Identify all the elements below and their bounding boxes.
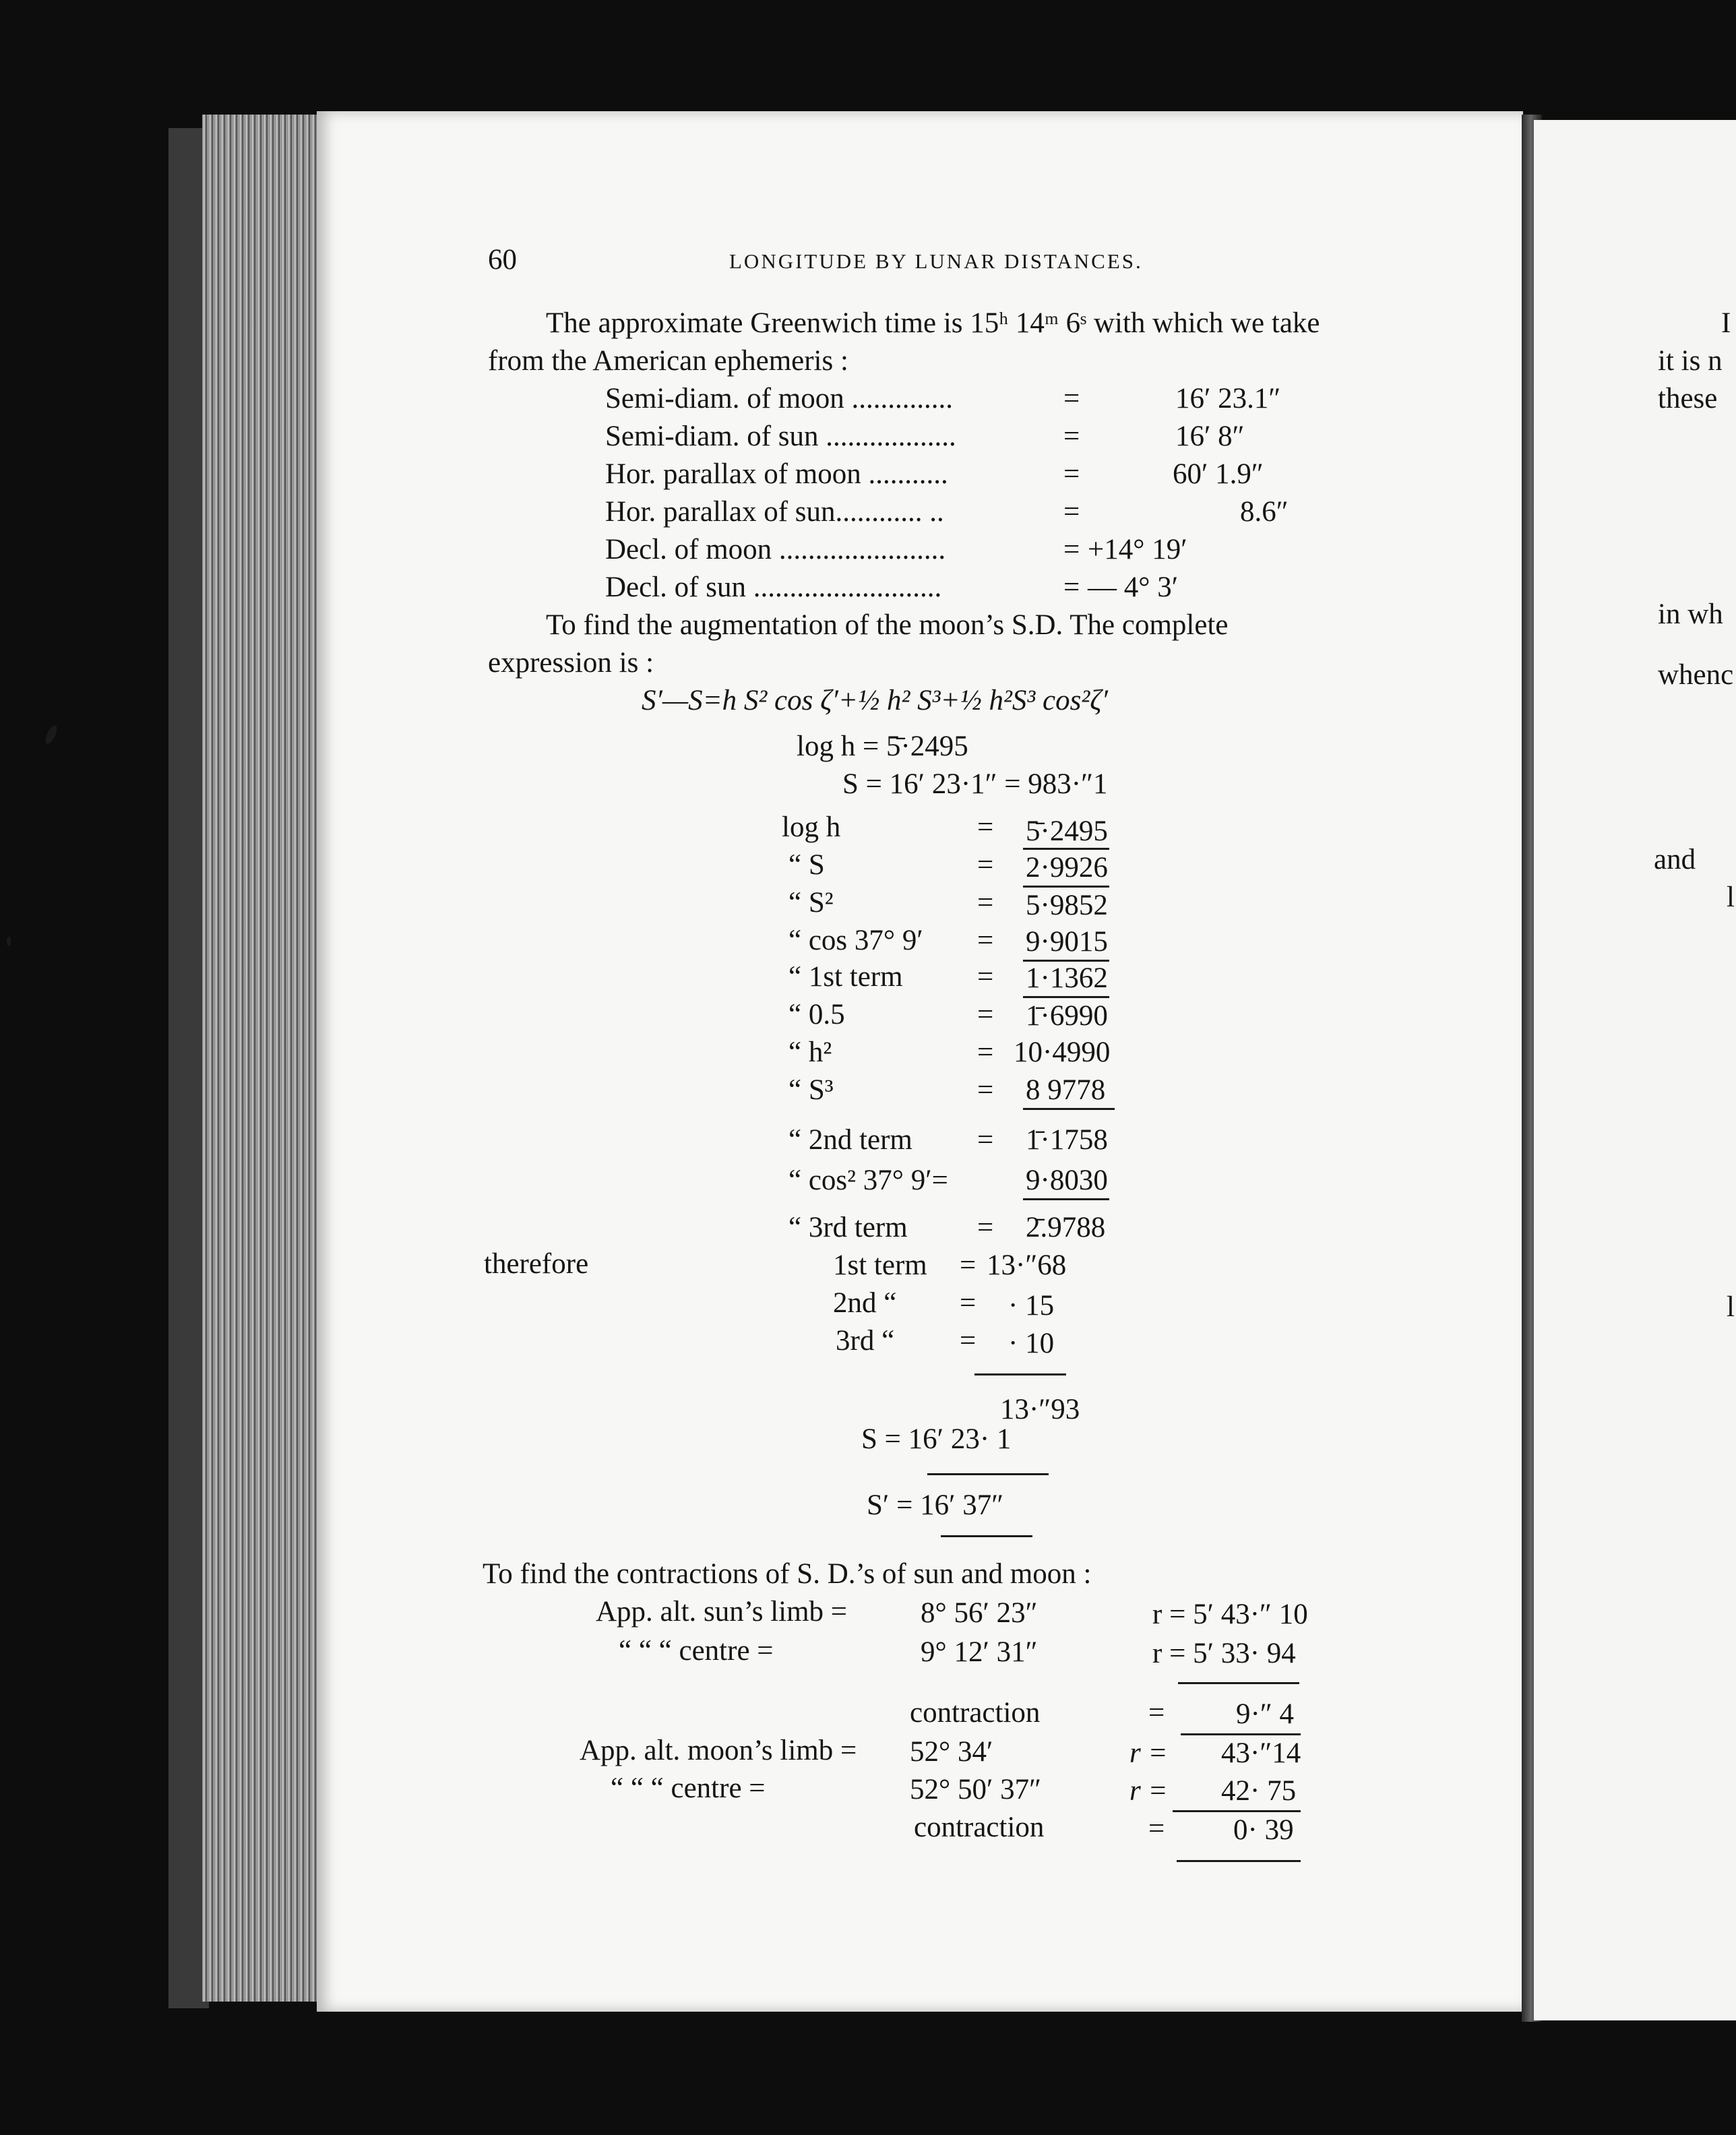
sun-limb-label: App. alt. sun’s limb = [596,1596,848,1628]
log-table-label: “ S [788,849,825,881]
ephemeris-label: Decl. of moon ....................... [605,534,946,565]
log-table-value: 10·4990 [1014,1036,1111,1068]
log-table-label: “ S² [788,887,834,919]
intro-line-1: The approximate Greenwich time is 15ʰ 14ᵐ 6ˢ with which we take [546,307,1320,339]
right-page-fragment: I [1721,307,1731,339]
ephemeris-eq: = [1063,383,1080,414]
log-table-eq: = [977,999,994,1030]
ephemeris-value: 16′ 8″ [1175,421,1245,452]
moon-contraction-label: contraction [914,1812,1045,1843]
moon-centre-label: “ “ “ centre = [611,1772,766,1804]
therefore-label: 1st term [833,1249,927,1281]
log-h-line: log h = 5̄·2495 [797,731,968,762]
ephemeris-eq: = [1063,534,1080,565]
sun-contraction-value: 9·″ 4 [1236,1698,1294,1730]
log-table-label: “ cos² 37° 9′= [788,1165,948,1196]
ephemeris-eq: = [1063,571,1080,603]
ephemeris-eq: = [1063,496,1080,528]
right-page-fragment: and [1654,844,1696,875]
moon-limb-label: App. alt. moon’s limb = [580,1735,857,1766]
log-table-value: 1·1362 [1026,962,1108,994]
log-table-eq: = [977,1124,994,1156]
contraction-rule [1181,1733,1301,1735]
underline [1023,1198,1109,1200]
contractions-heading: To find the contractions of S. D.’s of sun and moon : [483,1558,1092,1590]
page-number: 60 [488,244,517,276]
therefore-label: 2nd “ [833,1287,897,1319]
moon-limb-r: r = [1129,1737,1168,1769]
right-page-fragment: l [1727,1291,1735,1323]
moon-contraction-value: 0· 39 [1233,1814,1294,1846]
log-table-value: 9·8030 [1026,1165,1108,1196]
contraction-rule [1173,1810,1301,1812]
log-table-label: “ S³ [788,1074,834,1106]
dust-speck [43,724,59,745]
log-table-eq: = [977,1212,994,1243]
running-head: LONGITUDE BY LUNAR DISTANCES. [729,249,1143,273]
therefore-value: · 15 [1008,1290,1055,1322]
therefore-eq: = [960,1287,976,1319]
page-stack-edges [202,115,317,2002]
therefore-sum: 13·″93 [1000,1394,1080,1425]
sun-centre-r: r = 5′ 33· 94 [1152,1638,1296,1669]
sun-contraction-label: contraction [910,1697,1041,1729]
augmentation-line-2: expression is : [488,647,654,679]
therefore-eq: = [960,1325,976,1357]
sum-rule [941,1535,1032,1537]
moon-contraction-eq: = [1148,1813,1165,1845]
sun-centre-value: 9° 12′ 31″ [921,1636,1038,1668]
sum-rule [927,1473,1049,1475]
log-table-value: 8 9778 [1026,1074,1106,1106]
log-table-label: “ h² [788,1036,832,1068]
sun-contraction-eq: = [1148,1697,1165,1729]
ephemeris-value: 16′ 23.1″ [1175,383,1281,414]
therefore-eq: = [960,1249,976,1281]
ephemeris-label: Hor. parallax of sun............ .. [605,496,944,528]
ephemeris-value: +14° 19′ [1088,534,1187,565]
log-table-value: 2̄.9788 [1026,1212,1106,1243]
log-table-label: log h [782,811,841,843]
log-table-value: 1̄·1758 [1026,1124,1108,1156]
right-page-fragment: it is n [1658,345,1723,377]
ephemeris-eq: = [1063,421,1080,452]
sun-limb-value: 8° 56′ 23″ [921,1597,1038,1629]
moon-centre-r: r = [1129,1775,1168,1807]
log-table-eq: = [977,887,994,919]
log-table-eq: = [977,925,994,956]
ephemeris-eq: = [1063,458,1080,490]
ephemeris-label: Hor. parallax of moon ........... [605,458,948,490]
underline [1023,848,1109,850]
log-table-label: “ 2nd term [788,1124,912,1156]
augmentation-line-1: To find the augmentation of the moon’s S.D. The complete [546,609,1229,641]
moon-centre-r-value: 42· 75 [1221,1775,1297,1807]
contraction-rule [1178,1682,1299,1684]
log-table-value: 9·9015 [1026,926,1108,958]
therefore-value: · 10 [1008,1328,1055,1359]
s-value-line: S = 16′ 23·1″ = 983·″1 [842,768,1108,800]
ephemeris-value: 60′ 1.9″ [1173,458,1264,490]
augmentation-formula: S′—S=h S² cos ζ′+½ h² S³+½ h²S³ cos²ζ′ [642,685,1109,716]
therefore-word: therefore [484,1248,589,1280]
ephemeris-value: 8.6″ [1240,496,1289,528]
ephemeris-label: Semi-diam. of sun .................. [605,421,956,452]
right-page-fragment: these [1658,383,1718,414]
log-table-eq: = [977,961,994,993]
underline [1023,886,1109,888]
underline [1023,960,1109,962]
ephemeris-label: Decl. of sun .......................... [605,571,942,603]
underline [1023,1108,1115,1110]
moon-limb-r-value: 43·″14 [1221,1737,1301,1769]
dust-speck [7,937,11,946]
moon-limb-value: 52° 34′ [910,1736,993,1768]
sun-centre-label: “ “ “ centre = [619,1635,774,1667]
therefore-label: 3rd “ [836,1325,895,1357]
log-table-eq: = [977,811,994,843]
log-table-eq: = [977,1036,994,1068]
intro-line-2: from the American ephemeris : [488,345,848,377]
moon-centre-value: 52° 50′ 37″ [910,1774,1042,1805]
log-table-label: “ 0.5 [788,999,845,1030]
s-line: S = 16′ 23· 1 [861,1423,1012,1455]
contraction-rule [1177,1860,1301,1862]
therefore-value: 13·″68 [987,1249,1067,1281]
sun-limb-r: r = 5′ 43·″ 10 [1152,1599,1308,1630]
log-table-value: 2·9926 [1026,852,1108,884]
log-table-value: 1̄·6990 [1026,1000,1108,1032]
log-table-value: 5̄·2495 [1026,815,1108,847]
log-table-label: “ 1st term [788,961,903,993]
sum-rule [974,1373,1066,1375]
log-table-value: 5·9852 [1026,890,1108,921]
s-prime-line: S′ = 16′ 37″ [867,1489,1004,1521]
ephemeris-value: — 4° 3′ [1088,571,1179,603]
log-table-eq: = [977,849,994,881]
right-page-fragment: l [1727,881,1735,913]
log-table-eq: = [977,1074,994,1106]
log-table-label: “ 3rd term [788,1212,908,1243]
right-page-fragment: in wh [1658,598,1723,630]
right-page-fragment: whenc [1658,659,1734,691]
ephemeris-label: Semi-diam. of moon .............. [605,383,953,414]
log-table-label: “ cos 37° 9′ [788,925,923,956]
underline [1023,996,1109,998]
